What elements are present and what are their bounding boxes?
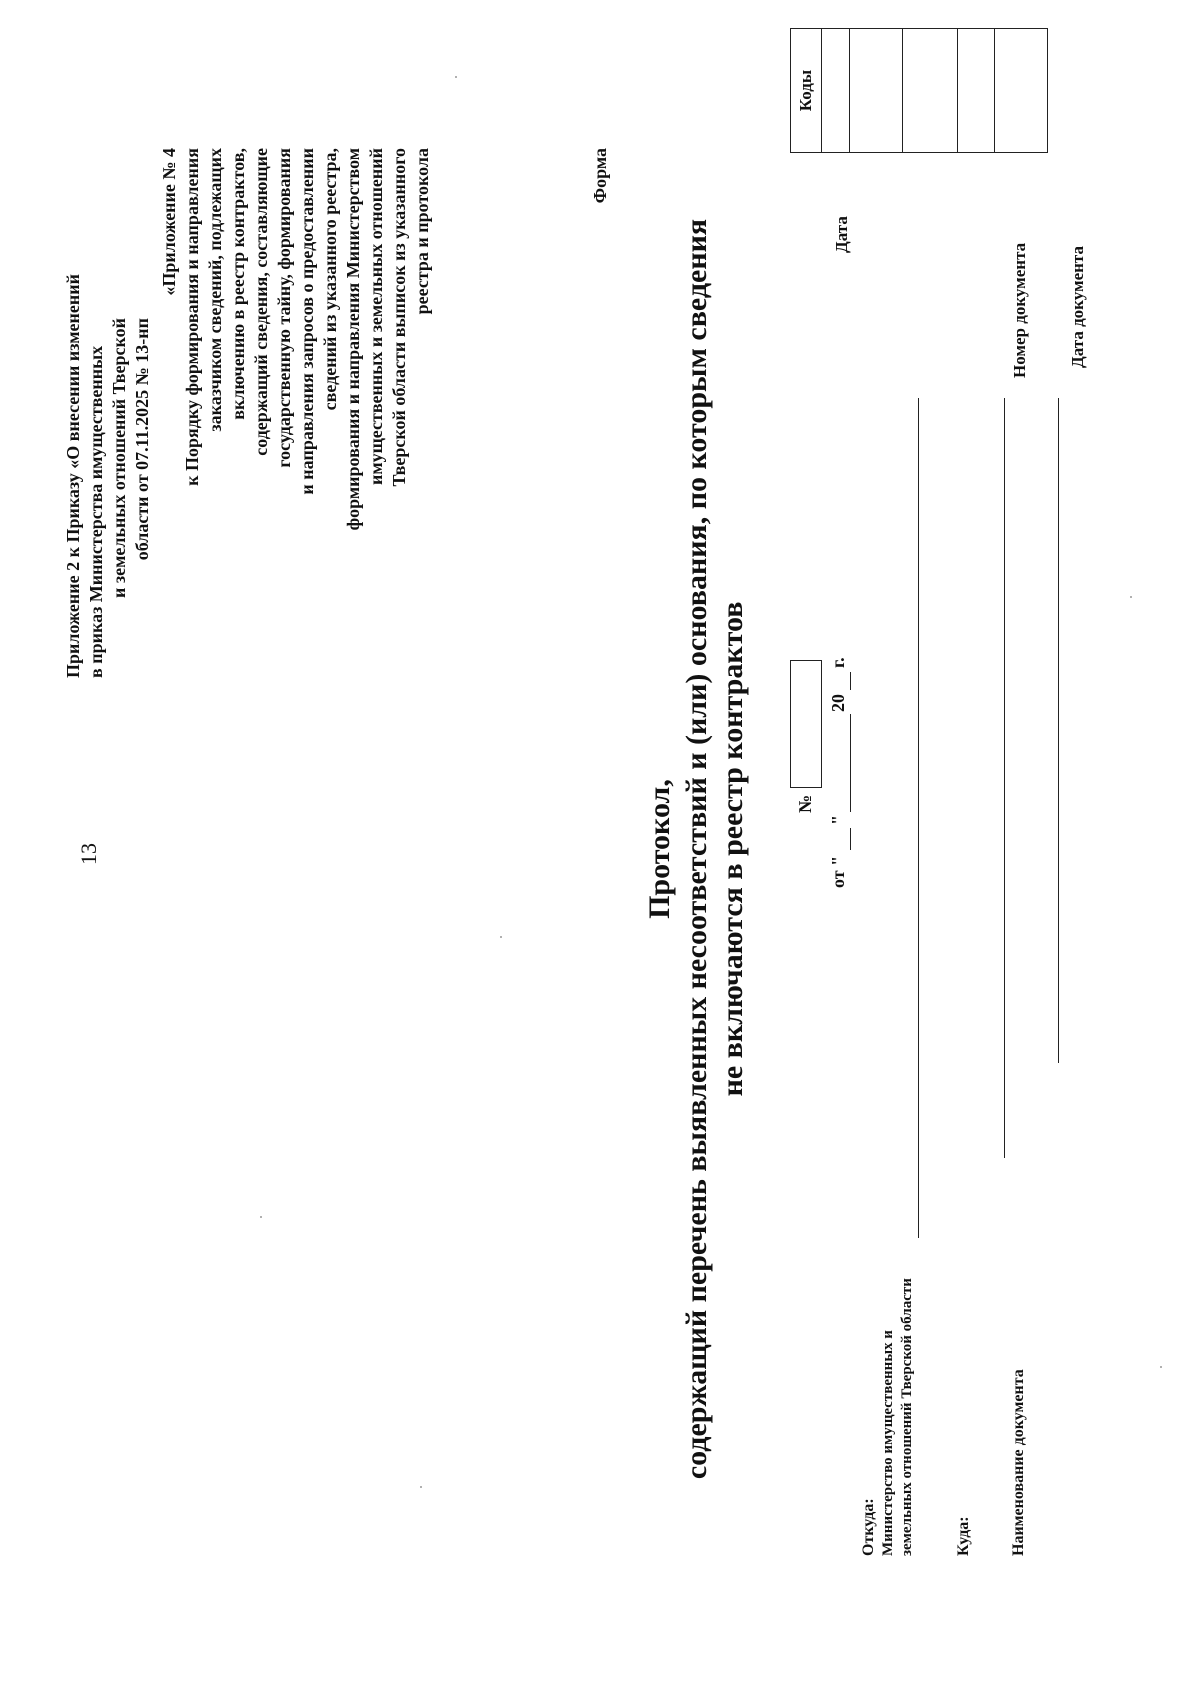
- scan-speck: [500, 936, 502, 938]
- order-block-line: к Порядку формирования и направления: [182, 148, 202, 486]
- year-blank[interactable]: [850, 672, 851, 690]
- form-label: Форма: [590, 148, 610, 204]
- protocol-title: Протокол,: [643, 779, 676, 919]
- number-field[interactable]: [790, 660, 822, 788]
- order-block-line: «Приложение № 4: [159, 148, 179, 296]
- doc-number-label: Номер документа: [1010, 242, 1029, 378]
- year-suffix: г.: [828, 657, 848, 668]
- order-block-line: Тверской области выписок из указанного: [389, 148, 409, 487]
- order-block-line: реестра и протокола: [412, 148, 432, 315]
- from-line[interactable]: [918, 398, 919, 1238]
- year-prefix: 20: [828, 694, 848, 712]
- codes-header: Коды: [791, 29, 822, 153]
- protocol-subtitle: содержащий перечень выявленных несоответствий и (или) основания, по которым сведения: [680, 218, 713, 1480]
- number-label: №: [795, 794, 815, 813]
- appendix-header-line: области от 07.11.2025 № 13-нп: [132, 318, 152, 561]
- order-block-line: формирования и направления Министерством: [343, 148, 363, 531]
- date-quote-close: ": [828, 815, 848, 825]
- order-block-line: заказчиком сведений, подлежащих: [205, 148, 225, 432]
- page-number: 13: [76, 843, 101, 865]
- appendix-header-line: Приложение 2 к Приказу «О внесении изменений: [63, 274, 83, 678]
- codes-cell-to[interactable]: [903, 29, 958, 153]
- day-blank[interactable]: [850, 828, 851, 850]
- month-blank[interactable]: [850, 714, 851, 812]
- order-block-line: государственную тайну, формирования: [274, 148, 294, 468]
- codes-cell-doc-date[interactable]: [995, 29, 1048, 153]
- scan-speck: [260, 1216, 262, 1218]
- order-block-line: имущественных и земельных отношений: [366, 148, 386, 486]
- scan-speck: [420, 1486, 422, 1488]
- appendix-header-line: в приказ Министерства имущественных: [86, 345, 106, 678]
- to-line[interactable]: [1004, 398, 1005, 1158]
- doc-date-label: Дата документа: [1068, 246, 1087, 368]
- from-org-line1: Министерство имущественных и: [880, 1330, 896, 1556]
- order-block-line: и направления запросов о предоставлении: [297, 148, 317, 495]
- scan-speck: [1130, 596, 1132, 598]
- order-block: [158, 148, 434, 558]
- order-block-line: содержащий сведения, составляющие: [251, 148, 271, 456]
- codes-cell-from[interactable]: [850, 29, 903, 153]
- date-code-label: Дата: [832, 216, 851, 253]
- codes-cell-date[interactable]: [822, 29, 850, 153]
- codes-table: [790, 28, 1048, 153]
- to-label: Куда:: [955, 1516, 972, 1556]
- scan-speck: [455, 76, 457, 78]
- order-block-line: включению в реестр контрактов,: [228, 148, 248, 420]
- codes-cell-doc-number[interactable]: [958, 29, 995, 153]
- appendix-header-line: и земельных отношений Тверской: [109, 318, 129, 598]
- date-from-label: от ": [828, 855, 848, 888]
- from-label: Откуда:: [860, 1498, 877, 1556]
- from-org-line2: земельных отношений Тверской области: [899, 1278, 915, 1556]
- protocol-subtitle-line2: не включаются в реестр контрактов: [716, 601, 749, 1097]
- appendix-header: [62, 148, 154, 678]
- doc-name-line[interactable]: [1058, 398, 1059, 1063]
- order-block-line: сведений из указанного реестра,: [320, 148, 340, 411]
- scan-speck: [1160, 1366, 1162, 1368]
- doc-name-label: Наименование документа: [1010, 1369, 1027, 1556]
